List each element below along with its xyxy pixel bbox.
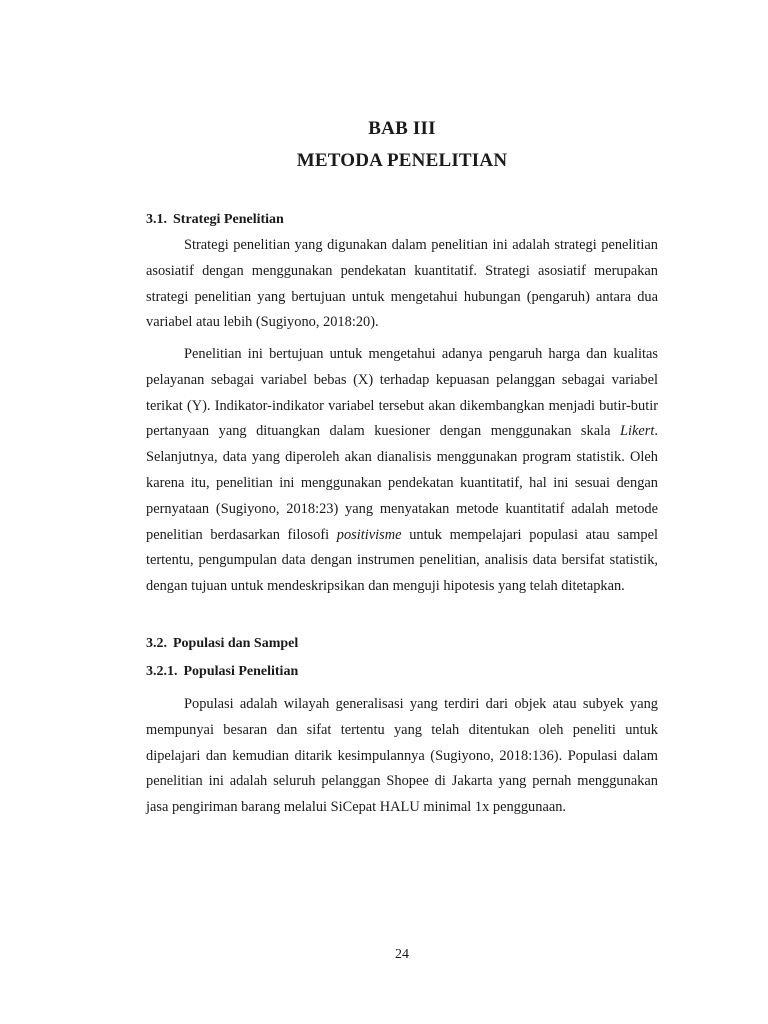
section-heading-3-2-1 [146, 664, 298, 680]
section-title: Strategi Penelitian [173, 212, 284, 227]
italic-term-likert: Likert [620, 423, 655, 440]
italic-term-positivisme: positivisme [336, 526, 402, 543]
section-number: 3.2.1. [146, 664, 178, 679]
paragraph-text: untuk mempelajari populasi atau sampel tertentu, pengumpulan data dengan instrumen penelitian, analisis data bersifat statistik, dengan tujuan untuk mendeskripsikan dan menguji hipotesis yang telah ditetapkan. [146, 526, 658, 595]
paragraph-text: Penelitian ini bertujuan untuk mengetahui adanya pengaruh harga dan kualitas pelayanan sebagai variabel bebas (X) terhadap kepuasan pelanggan sebagai variabel terikat (Y). Indikator-indikator variabel tersebut akan dikembangkan menjadi butir-butir pertanyaan yang dituangkan dalam kuesioner dengan menggunakan skala [146, 346, 658, 440]
section-heading-3-1 [146, 212, 284, 228]
paragraph-text: . Selanjutnya, data yang diperoleh akan dianalisis menggunakan program statistik. Oleh karena itu, penelitian ini menggunakan pendekatan kuantitatif, hal ini sesuai dengan pernyataan (Sugiyono, 2018:23) yang menyatakan metode kuantitatif adalah metode penelitian berdasarkan filosofi [146, 423, 658, 543]
paragraph-text: Populasi adalah wilayah generalisasi yang terdiri dari objek atau subyek yang mempunyai besaran dan sifat tertentu yang telah ditentukan oleh peneliti untuk dipelajari dan kemudian ditarik kesimpulannya (Sugiyono, 2018:136). Populasi dalam penelitian ini adalah seluruh pelanggan Shopee di Jakarta yang pernah menggunakan jasa pengiriman barang melalui SiCepat HALU minimal 1x penggunaan. [146, 696, 658, 816]
paragraph-populasi-1 [146, 692, 658, 821]
paragraph-strategi-2 [146, 342, 658, 600]
page-number: 24 [395, 947, 409, 962]
paragraph-text: Strategi penelitian yang digunakan dalam penelitian ini adalah strategi penelitian asosiatif dengan menggunakan pendekatan kuantitatif. Strategi asosiatif merupakan strategi penelitian yang bertujuan untuk mengetahui hubungan (pengaruh) antara dua variabel atau lebih (Sugiyono, 2018:20). [146, 237, 658, 331]
section-number: 3.1. [146, 212, 167, 227]
paragraph-strategi-1 [146, 233, 658, 336]
section-number: 3.2. [146, 636, 167, 651]
section-title: Populasi Penelitian [183, 664, 299, 679]
chapter-title: METODA PENELITIAN [296, 150, 508, 171]
section-title: Populasi dan Sampel [173, 636, 299, 651]
chapter-number: BAB III [368, 118, 436, 139]
section-heading-3-2 [146, 636, 298, 652]
